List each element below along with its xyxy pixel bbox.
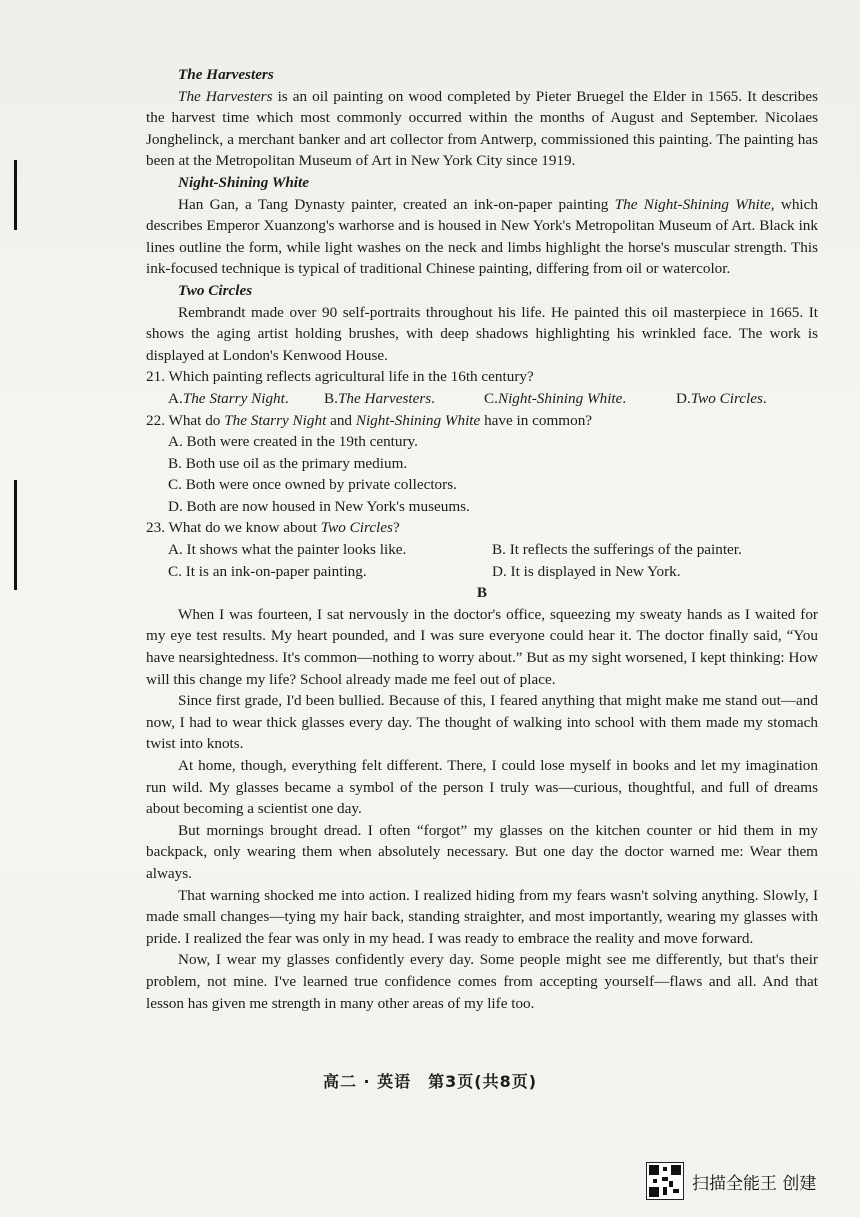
paragraph-night-shining-white	[146, 194, 818, 280]
italic-title: The Starry Night	[224, 411, 327, 429]
option-punct: .	[431, 389, 435, 407]
option-23c[interactable]: C. It is an ink-on-paper painting.	[168, 562, 367, 580]
question-text: have in common?	[480, 411, 593, 429]
scan-edge-mark	[14, 480, 17, 590]
option-letter: C.	[484, 389, 498, 407]
option-21b[interactable]	[324, 388, 484, 410]
option-text: Night-Shining White	[497, 389, 623, 407]
option-letter: A.	[168, 389, 183, 407]
italic-title: The Harvesters	[178, 87, 273, 105]
paragraph-text: , which describes Emperor Xuanzong's warhorse and is housed in New York's Metropolitan Museum of Art. Black ink lines outline the form, while light washes on the neck and limbs highlight the horse's muscular strength. This ink-focused technique is typical of traditional Chinese painting, differing from oil or watercolor.	[146, 195, 818, 278]
paragraph-b1: When I was fourteen, I sat nervously in the doctor's office, squeezing my sweaty hands as I waited for my eye test results. My heart pounded, and I was sure everyone could hear it. The doctor finally said, “You have nearsightedness. It's common—nothing to worry about.” But as my sight worsened, I kept thinking: How will this change my life? School already made me feel out of place.	[146, 605, 818, 688]
section-title-harvesters: The Harvesters	[178, 66, 274, 83]
paragraph-two-circles: Rembrandt made over 90 self-portraits throughout his life. He painted this oil masterpiece in 1665. It shows the aging artist holding brushes, with deep shadows highlighting his wrinkled face. The work is displayed at London's Kenwood House.	[146, 303, 818, 364]
paragraph-b4: But mornings brought dread. I often “forgot” my glasses on the kitchen counter or hid them in my backpack, only wearing them when absolutely necessary. But one day the doctor warned me: Wear them always.	[146, 821, 818, 882]
question-23-options-row1	[146, 539, 818, 561]
question-text: ?	[392, 519, 400, 537]
paragraph-text: is an oil painting on wood completed by Pieter Bruegel the Elder in 1565. It describes the harvest time which most commonly occurred within the months of August and September. Nicolaes Jonghelinck, a merchant banker and art collector from Antwerp, commissioned this painting. The painting has been at the Metropolitan Museum of Art in New York City since 1919.	[146, 87, 818, 170]
paragraph-text: Han Gan, a Tang Dynasty painter, created an ink-on-paper painting	[178, 195, 615, 213]
section-heading-b: B	[476, 584, 488, 602]
italic-title: Two Circles	[320, 519, 393, 537]
option-punct: .	[762, 389, 767, 407]
scanner-watermark	[646, 1163, 816, 1199]
option-21d[interactable]	[676, 388, 767, 410]
option-21c[interactable]	[484, 388, 676, 410]
option-22b[interactable]: B. Both use oil as the primary medium.	[168, 454, 408, 472]
question-21-options	[146, 388, 818, 410]
option-22d[interactable]: D. Both are now housed in New York's museums.	[168, 497, 470, 515]
option-23d[interactable]: D. It is displayed in New York.	[492, 562, 681, 580]
paragraph-b5: That warning shocked me into action. I realized hiding from my fears wasn't solving anything. Slowly, I made small changes—tying my hair back, standing straighter, and most importantly, wearing my glasses with pride. I realized the fear was only in my head. I was ready to embrace the reality and move forward.	[146, 886, 818, 947]
question-22	[146, 410, 818, 432]
italic-title: Night-Shining White	[355, 411, 481, 429]
question-21: 21. Which painting reflects agricultural life in the 16th century?	[146, 368, 534, 386]
question-text: 23. What do we know about	[146, 519, 321, 537]
qr-code-icon	[646, 1162, 684, 1200]
page-footer: 高二 · 英语 第3页(共8页)	[322, 1072, 538, 1091]
option-text: The Starry Night	[182, 389, 285, 407]
italic-title: The Night-Shining White	[614, 195, 771, 213]
question-23	[146, 517, 818, 539]
option-letter: D.	[676, 389, 691, 407]
section-title-two-circles: Two Circles	[178, 281, 253, 299]
section-title-night-shining-white: Night-Shining White	[178, 173, 309, 191]
option-23a[interactable]: A. It shows what the painter looks like.	[168, 541, 407, 559]
question-text: and	[326, 411, 356, 429]
paragraph-b3: At home, though, everything felt different. There, I could lose myself in books and let my imagination run wild. My glasses became a symbol of the person I truly was—curious, thoughtful, and full of dreams about becoming a scientist one day.	[146, 757, 818, 818]
scanner-label: 扫描全能王 创建	[692, 1173, 817, 1194]
option-23b[interactable]: B. It reflects the sufferings of the painter.	[492, 541, 742, 559]
page-content	[146, 64, 818, 1014]
option-letter: B.	[324, 389, 338, 407]
paragraph-b6: Now, I wear my glasses confidently every day. Some people might see me differently, but that's their problem, not mine. I've learned true confidence comes from accepting yourself—flaws and all. And that lesson has given me strength in many other areas of my life too.	[146, 951, 818, 1012]
option-text: Two Circles	[690, 389, 763, 407]
option-punct: .	[622, 389, 627, 407]
paragraph-b2: Since first grade, I'd been bullied. Because of this, I feared anything that might make me stand out—and now, I had to wear thick glasses every day. The thought of walking into school with them made my stomach twist into knots.	[146, 692, 818, 753]
option-22a[interactable]: A. Both were created in the 19th century.	[168, 433, 418, 451]
scan-edge-mark	[14, 160, 17, 230]
option-text: The Harvesters	[337, 389, 432, 407]
question-23-options-row2	[146, 561, 818, 583]
option-punct: .	[284, 389, 289, 407]
option-22c[interactable]: C. Both were once owned by private collectors.	[168, 476, 457, 494]
question-text: 22. What do	[146, 411, 225, 429]
paragraph-harvesters	[146, 86, 818, 172]
option-21a[interactable]	[168, 388, 324, 410]
